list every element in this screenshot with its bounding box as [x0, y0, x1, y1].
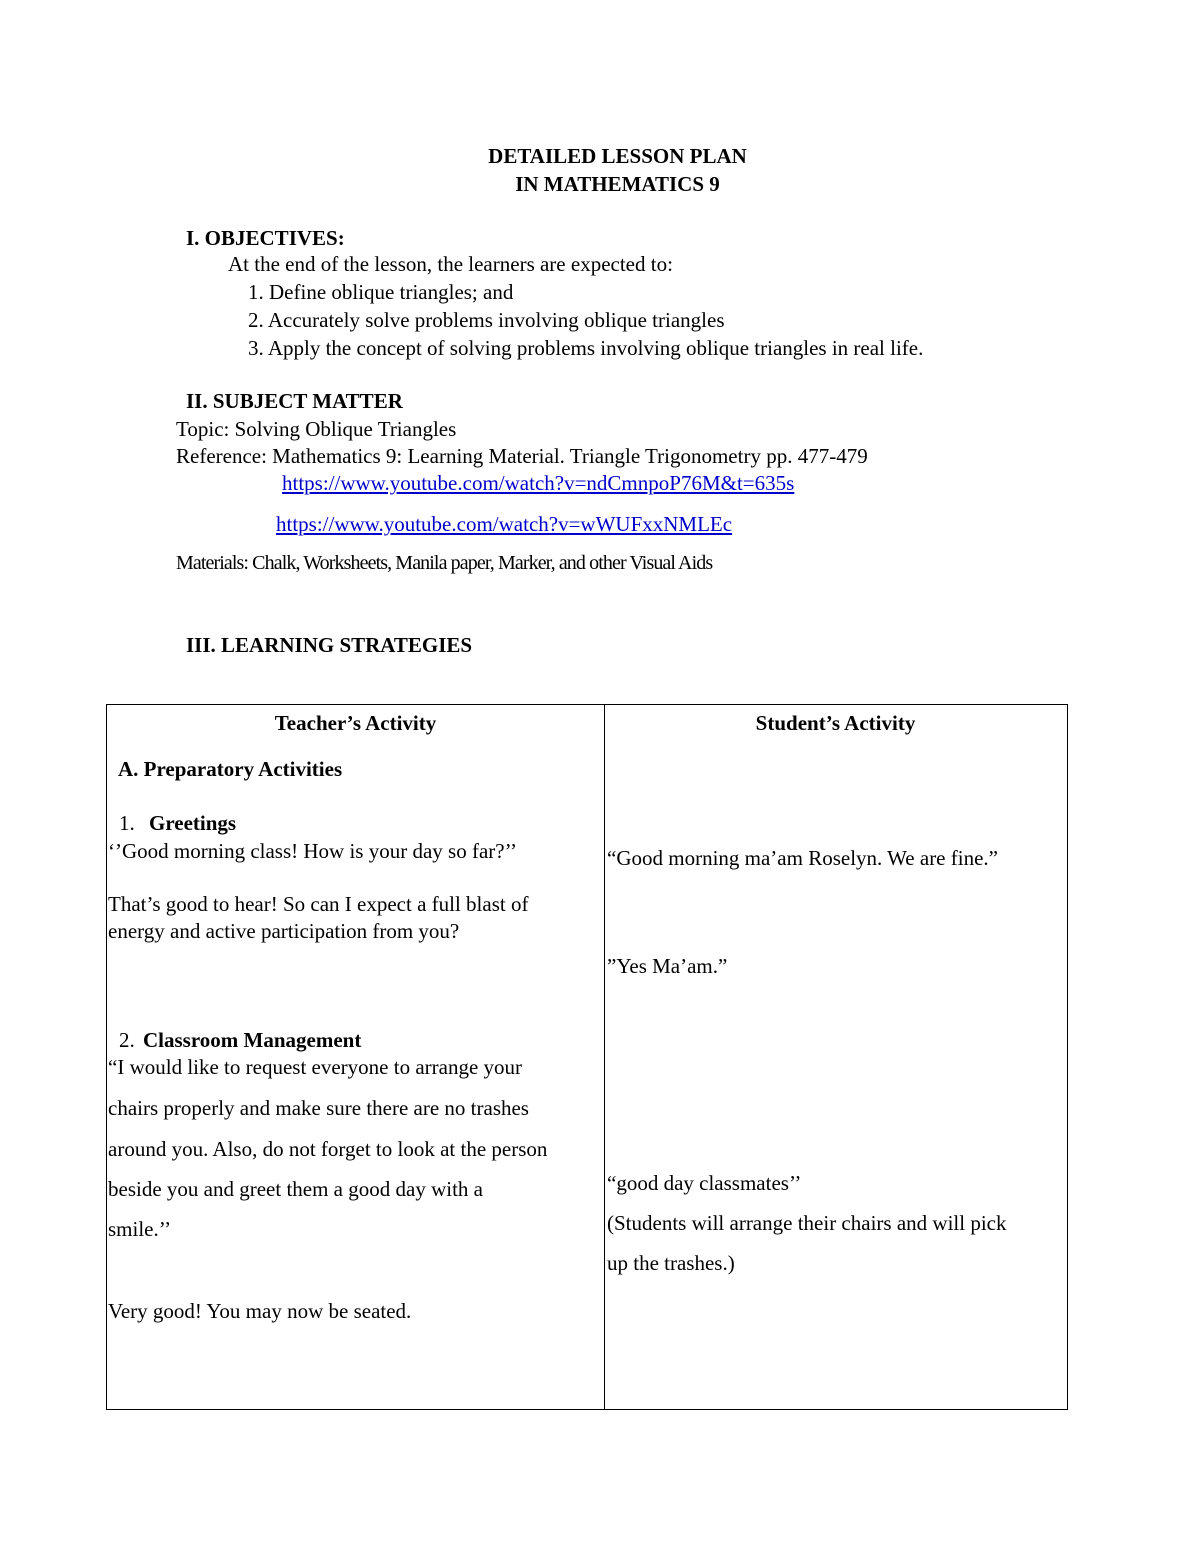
student-management-action-2: up the trashes.) — [607, 1251, 735, 1275]
teacher-greeting-followup-2: energy and active participation from you? — [108, 919, 460, 943]
teacher-greeting-followup-1: That’s good to hear! So can I expect a full blast of — [108, 892, 529, 916]
teacher-management-closing: Very good! You may now be seated. — [108, 1299, 412, 1323]
materials-line: Materials: Chalk, Worksheets, Manila paper, Marker, and other Visual Aids — [176, 552, 713, 574]
student-greeting-reply: ”Yes Ma’am.” — [607, 954, 728, 978]
section-preparatory-activities: A. Preparatory Activities — [118, 757, 343, 781]
student-management-greeting: “good day classmates’’ — [607, 1171, 802, 1195]
topic-line: Topic: Solving Oblique Triangles — [176, 417, 457, 441]
activity-table — [106, 704, 1068, 1410]
student-activity-header: Student’s Activity — [755, 711, 916, 735]
objective-item-1: 1. Define oblique triangles; and — [248, 280, 514, 304]
subject-matter-heading: II. SUBJECT MATTER — [186, 389, 403, 413]
greetings-label: Greetings — [149, 811, 237, 835]
document-title-line1: DETAILED LESSON PLAN — [488, 144, 747, 168]
teacher-greeting: ‘’Good morning class! How is your day so far?’’ — [108, 839, 518, 863]
objective-item-3: 3. Apply the concept of solving problems involving oblique triangles in real life. — [248, 336, 924, 360]
teacher-activity-header: Teacher’s Activity — [274, 711, 437, 735]
teacher-management-line-3: around you. Also, do not forget to look at the person — [108, 1137, 548, 1161]
classroom-management-number: 2. — [119, 1028, 135, 1052]
classroom-management-label: Classroom Management — [143, 1028, 362, 1052]
learning-strategies-heading: III. LEARNING STRATEGIES — [186, 633, 473, 657]
objectives-intro: At the end of the lesson, the learners are expected to: — [228, 252, 673, 276]
reference-link-1[interactable]: https://www.youtube.com/watch?v=ndCmnpoP76M&t=635s — [282, 471, 795, 495]
reference-link-2[interactable]: https://www.youtube.com/watch?v=wWUFxxNMLEc — [276, 512, 733, 536]
student-management-action-1: (Students will arrange their chairs and will pick — [607, 1211, 1007, 1235]
reference-line: Reference: Mathematics 9: Learning Material. Triangle Trigonometry pp. 477-479 — [176, 444, 868, 468]
teacher-management-line-1: “I would like to request everyone to arrange your — [108, 1055, 523, 1079]
objective-item-2: 2. Accurately solve problems involving oblique triangles — [248, 308, 725, 332]
teacher-management-line-2: chairs properly and make sure there are no trashes — [108, 1096, 529, 1120]
teacher-management-line-5: smile.’’ — [108, 1217, 172, 1241]
table-column-divider — [604, 705, 605, 1409]
teacher-management-line-4: beside you and greet them a good day with a — [108, 1177, 483, 1201]
document-title-line2: IN MATHEMATICS 9 — [515, 172, 720, 196]
student-greeting: “Good morning ma’am Roselyn. We are fine.” — [607, 846, 998, 870]
greetings-number: 1. — [119, 811, 135, 835]
objectives-heading: I. OBJECTIVES: — [186, 226, 345, 250]
